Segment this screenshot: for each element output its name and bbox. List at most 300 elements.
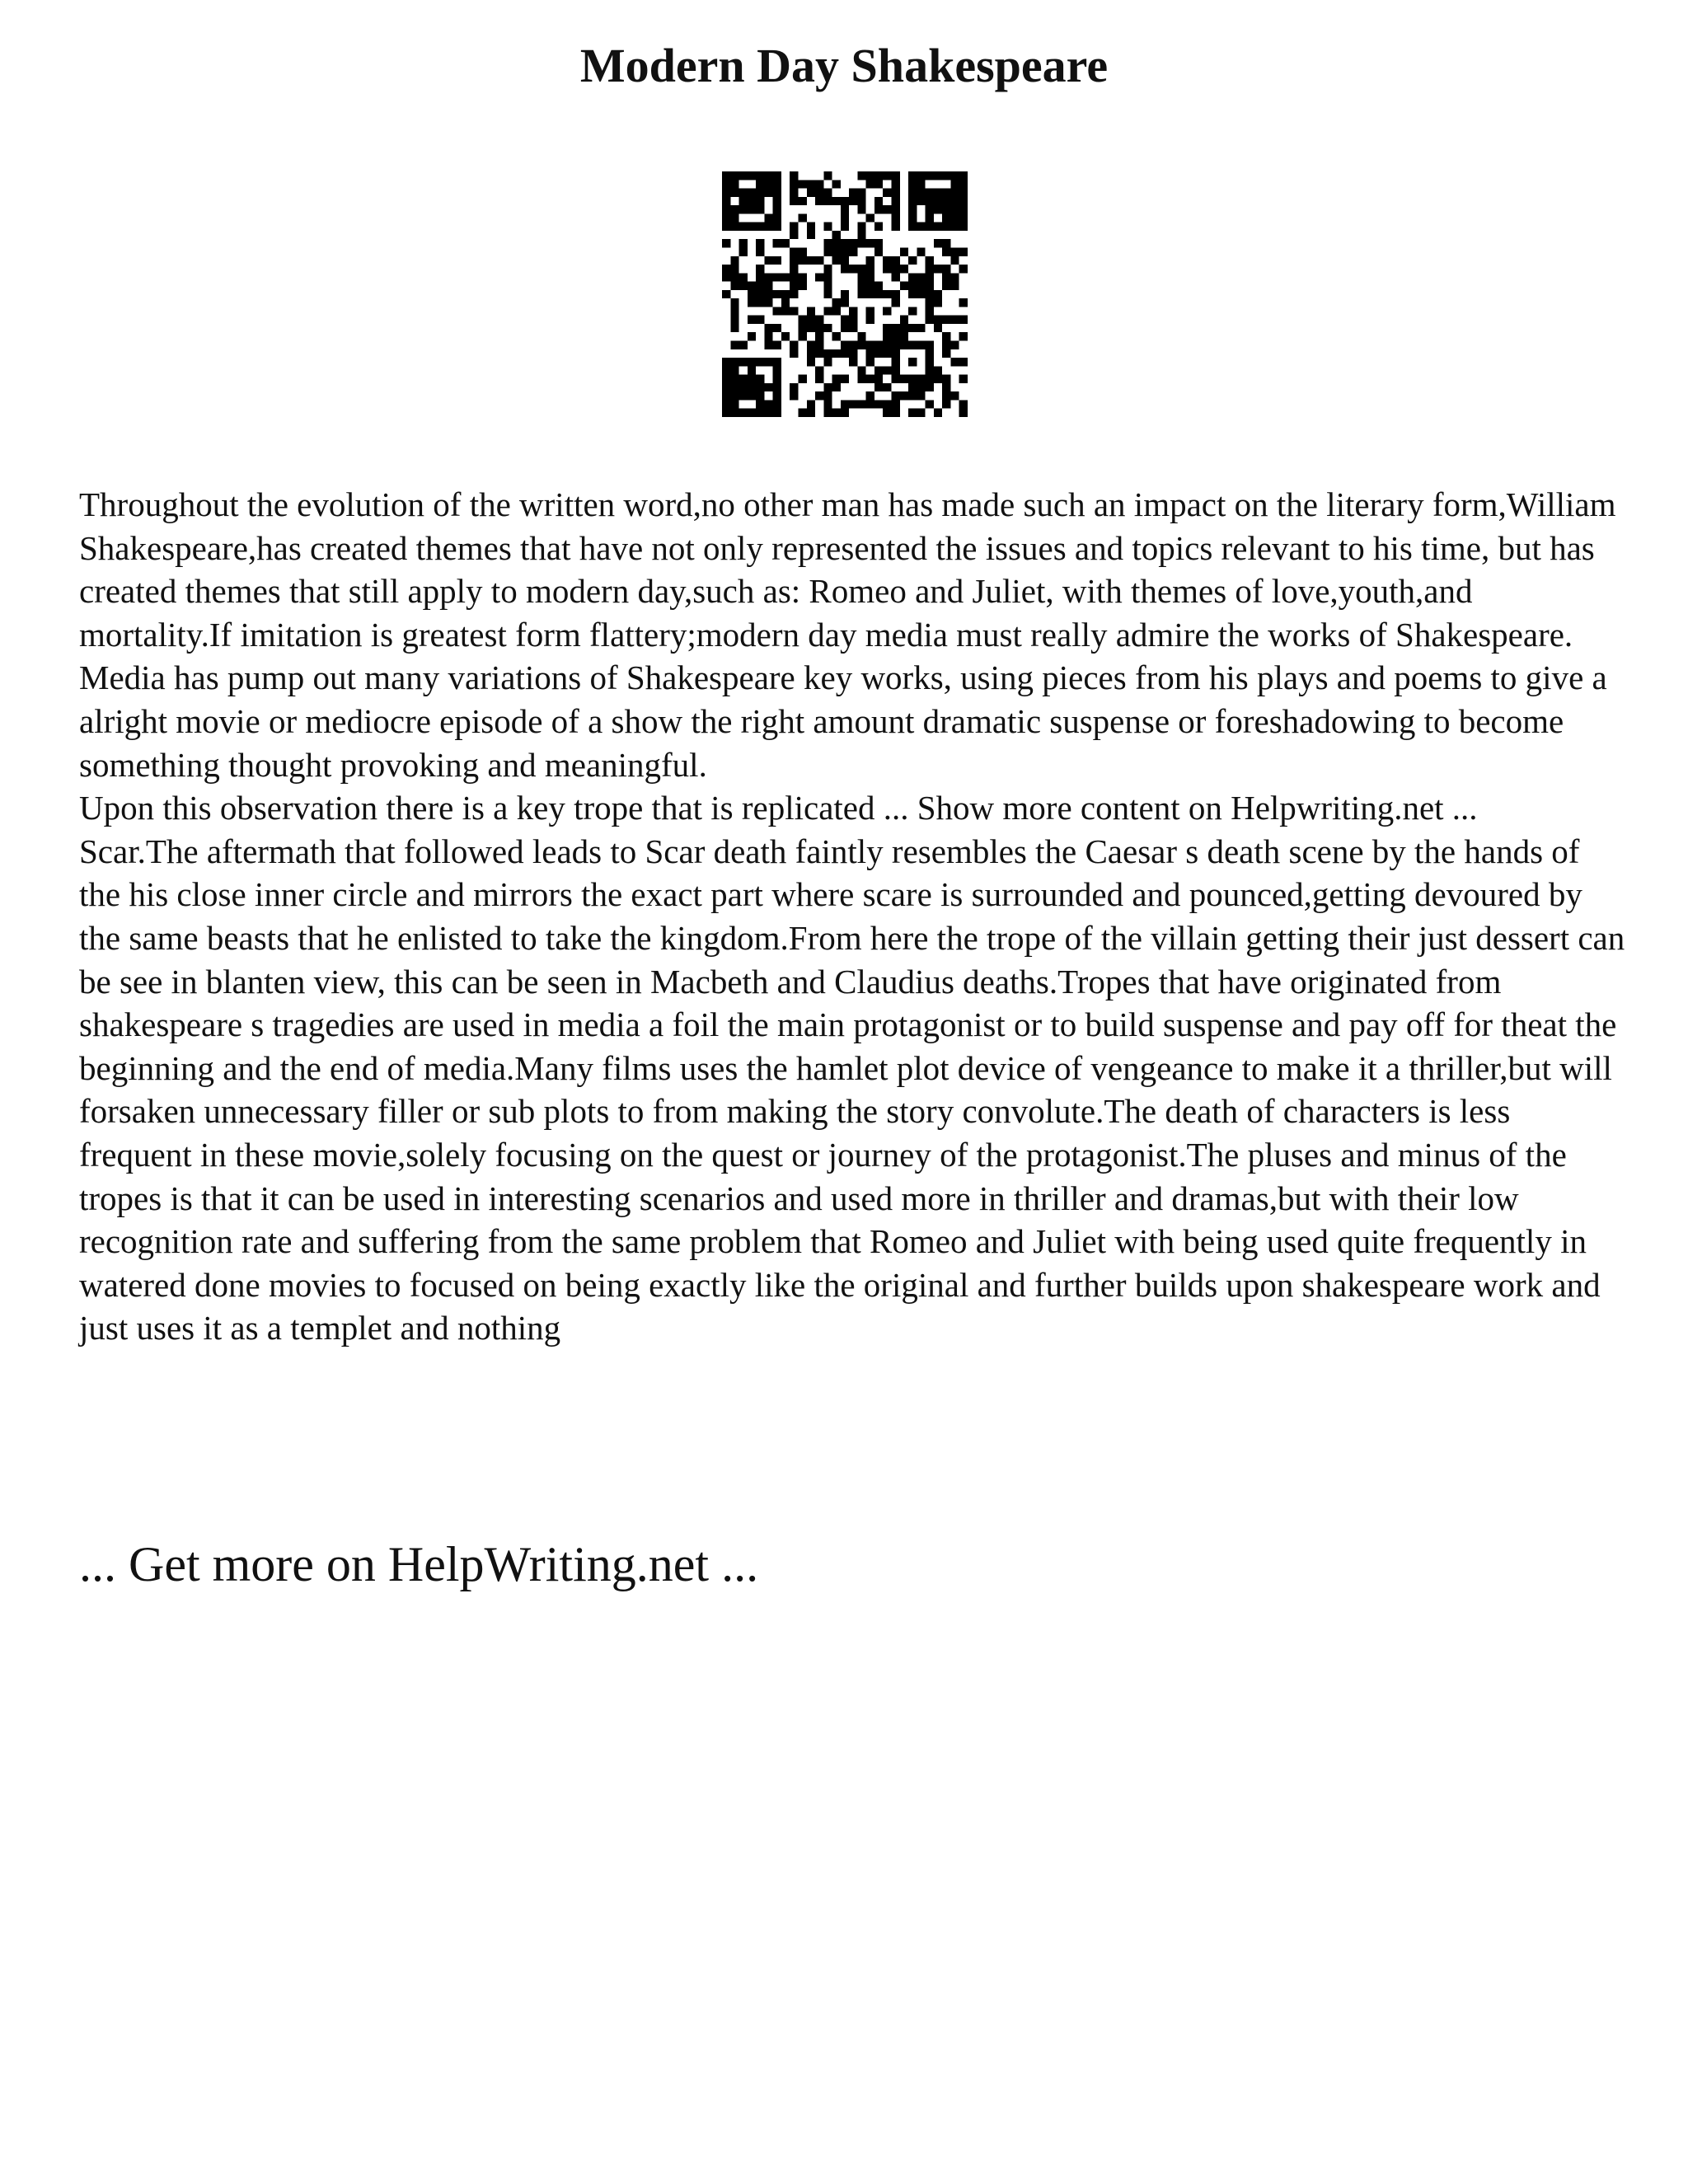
qr-module [908,282,917,290]
qr-module [764,189,772,197]
paragraph-main: Scar.The aftermath that followed leads to Scar death faintly resembles the Caesar s death scene by the hands of the his close inner circle and mirrors the exact part where scare is surrounded and pounced,getting devoured by the same beasts that he enlisted to take the kingdom.From here the trope of the villain getting their just dessert can be see in blanten view, this can be seen in Macbeth and Claudius deaths.Tropes that have originated from shakespeare s tragedies are used in media a foil the main protagonist or to build suspense and pay off for theat the beginning and the end of media.Many films uses the hamlet plot device of vengeance to make it a thriller,but will forsaken unnecessary filler or sub plots to from making the story convolute.The death of characters is less frequent in these movie,solely focusing on the quest or journey of the protagonist.The pluses and minus of the tropes is that it can be used in interesting scenarios and used more in thriller and dramas,but with their low recognition rate and suffering from the same problem that Romeo and Juliet with being used quite frequently in watered done movies to focused on being exactly like the original and further builds upon shakespeare work and just uses it as a templet and nothing [79,832,1625,1347]
qr-module [790,349,798,358]
qr-module [815,180,823,188]
qr-module [722,391,730,400]
qr-module [841,324,849,332]
qr-module [950,391,959,400]
qr-module [748,205,756,213]
qr-module [908,256,917,265]
qr-module [730,213,738,222]
qr-module [857,400,865,408]
qr-module [950,223,959,231]
qr-module [866,307,874,315]
qr-module [866,391,874,400]
qr-module [756,265,764,273]
qr-module [883,205,891,213]
qr-module [739,341,748,349]
qr-module [773,189,781,197]
qr-module [823,282,832,290]
qr-module [892,273,900,281]
qr-module [926,400,934,408]
qr-module [892,223,900,231]
qr-module [934,375,942,383]
qr-module [807,349,815,358]
qr-module [790,197,798,205]
qr-module [807,324,815,332]
qr-module [849,400,857,408]
qr-module [934,197,942,205]
qr-module [773,341,781,349]
qr-module [764,180,772,188]
qr-module [841,223,849,231]
qr-module [790,223,798,231]
qr-module [917,391,925,400]
qr-module [823,247,832,255]
qr-module [908,197,917,205]
qr-module [815,273,823,281]
qr-module [730,375,738,383]
qr-module [841,197,849,205]
qr-module [798,247,806,255]
qr-module [849,197,857,205]
qr-module [917,409,925,417]
qr-module [756,282,764,290]
qr-module [942,332,950,340]
qr-module [908,171,917,180]
qr-module [730,400,738,408]
qr-module [790,273,798,281]
qr-module [730,316,738,324]
qr-module [883,349,891,358]
qr-module [934,239,942,247]
qr-module [892,265,900,273]
qr-module [756,316,764,324]
qr-module [942,349,950,358]
qr-module [841,341,849,349]
qr-module [950,358,959,366]
qr-module [892,341,900,349]
qr-module [815,316,823,324]
qr-module [892,205,900,213]
qr-module [798,197,806,205]
qr-module [900,282,908,290]
get-more-link[interactable]: ... Get more on HelpWriting.net ... [79,1537,759,1591]
qr-module [926,273,934,281]
qr-module [849,316,857,324]
qr-module [722,223,730,231]
qr-module [739,239,748,247]
qr-module [823,239,832,247]
qr-module [866,375,874,383]
qr-module [790,265,798,273]
qr-module [841,400,849,408]
qr-module [857,171,865,180]
qr-module [874,341,883,349]
qr-module [866,256,874,265]
qr-module [874,375,883,383]
qr-module [942,375,950,383]
qr-module [934,316,942,324]
qr-module [773,223,781,231]
qr-module [823,349,832,358]
qr-module [790,171,798,180]
qr-module [764,273,772,281]
qr-module [917,223,925,231]
qr-module [790,290,798,298]
qr-module [926,383,934,391]
qr-module [807,256,815,265]
qr-module [832,375,841,383]
qr-module [959,189,968,197]
qr-module [756,189,764,197]
qr-module [739,189,748,197]
qr-module [790,256,798,265]
qr-module [959,223,968,231]
qr-module [730,383,738,391]
document-body [79,483,1629,1350]
qr-module [883,290,891,298]
qr-module [917,383,925,391]
qr-module [874,349,883,358]
qr-module [815,366,823,374]
qr-module [866,290,874,298]
qr-module [917,290,925,298]
qr-module [756,239,764,247]
qr-module [798,324,806,332]
qr-module [807,189,815,197]
qr-module [883,366,891,374]
qr-module [874,290,883,298]
qr-module [942,223,950,231]
qr-module [773,391,781,400]
qr-module [773,409,781,417]
qr-module [841,349,849,358]
qr-module [756,273,764,281]
qr-module [841,256,849,265]
qr-module [773,375,781,383]
qr-module [756,298,764,307]
qr-module [756,375,764,383]
qr-module [764,213,772,222]
qr-module [748,383,756,391]
qr-module [781,273,790,281]
qr-module [781,298,790,307]
qr-module [874,366,883,374]
qr-module [892,256,900,265]
qr-module [917,273,925,281]
qr-module [883,341,891,349]
qr-module [764,282,772,290]
qr-module [798,316,806,324]
qr-module [832,383,841,391]
qr-module [866,180,874,188]
qr-module [764,256,772,265]
qr-module [926,358,934,366]
qr-module [892,332,900,340]
qr-module [959,316,968,324]
qr-module [874,383,883,391]
qr-module [883,256,891,265]
qr-module [798,332,806,340]
qr-module [773,290,781,298]
qr-module [722,375,730,383]
qr-module [773,197,781,205]
qr-module [790,307,798,315]
qr-module [900,391,908,400]
qr-module [823,409,832,417]
qr-module [874,180,883,188]
qr-module [756,358,764,366]
qr-module [773,171,781,180]
qr-module [942,205,950,213]
qr-module [832,239,841,247]
qr-module [739,282,748,290]
qr-module [959,400,968,408]
qr-module [892,213,900,222]
qr-module [900,341,908,349]
qr-module [832,197,841,205]
qr-module [739,247,748,255]
qr-module [942,197,950,205]
qr-module [900,316,908,324]
qr-module [841,290,849,298]
qr-module [926,213,934,222]
qr-module [900,375,908,383]
qr-module [739,273,748,281]
qr-module [917,375,925,383]
qr-module [730,298,738,307]
qr-module [883,332,891,340]
qr-module [917,180,925,188]
qr-module [832,307,841,315]
qr-module [841,205,849,213]
qr-module [959,171,968,180]
qr-module [892,290,900,298]
qr-module [823,171,832,180]
qr-module [883,383,891,391]
qr-module [934,366,942,374]
qr-module [730,205,738,213]
qr-module [926,298,934,307]
qr-module [739,375,748,383]
qr-module [748,366,756,374]
qr-module [874,282,883,290]
qr-module [807,409,815,417]
qr-module [866,239,874,247]
qr-module [764,223,772,231]
qr-module [722,383,730,391]
qr-module [942,282,950,290]
qr-module [959,197,968,205]
qr-module [807,400,815,408]
qr-module [908,409,917,417]
qr-module [857,205,865,213]
qr-module [807,316,815,324]
qr-module [748,332,756,340]
qr-module [790,341,798,349]
qr-module [748,223,756,231]
qr-module [942,247,950,255]
qr-module [917,247,925,255]
qr-module [874,205,883,213]
qr-module [730,265,738,273]
qr-module [807,223,815,231]
qr-module [730,358,738,366]
qr-module [823,358,832,366]
qr-module [900,247,908,255]
qr-module [857,273,865,281]
qr-module [748,290,756,298]
qr-module [866,265,874,273]
qr-module [942,316,950,324]
qr-module [934,171,942,180]
qr-module [790,383,798,391]
qr-module [764,298,772,307]
qr-module [942,273,950,281]
qr-module [722,409,730,417]
qr-module [900,265,908,273]
qr-module [950,189,959,197]
qr-module [959,409,968,417]
qr-module [959,332,968,340]
qr-module [934,223,942,231]
qr-module [781,307,790,315]
qr-module [815,341,823,349]
qr-module [764,400,772,408]
qr-module [781,332,790,340]
qr-module [764,358,772,366]
qr-module [832,180,841,188]
qr-module [926,307,934,315]
qr-module [764,324,772,332]
qr-module [832,409,841,417]
qr-module [926,290,934,298]
qr-module [892,324,900,332]
qr-module [730,273,738,281]
qr-module [722,197,730,205]
qr-module [926,366,934,374]
qr-module [866,171,874,180]
qr-module [841,265,849,273]
qr-module [959,375,968,383]
qr-module [942,383,950,391]
qr-module [883,400,891,408]
qr-module [857,197,865,205]
qr-module [748,197,756,205]
qr-module [773,213,781,222]
qr-module [841,409,849,417]
qr-module [892,171,900,180]
qr-module [773,256,781,265]
qr-module [950,256,959,265]
qr-module [807,341,815,349]
qr-module [883,265,891,273]
qr-module [908,223,917,231]
qr-module [823,197,832,205]
qr-module [739,358,748,366]
qr-module [892,375,900,383]
qr-module [908,290,917,298]
qr-module [908,324,917,332]
qr-module [926,349,934,358]
qr-module [823,265,832,273]
qr-module [866,358,874,366]
qr-module [857,366,865,374]
qr-module [764,171,772,180]
qr-module [917,282,925,290]
qr-module [730,282,738,290]
qr-module [959,213,968,222]
qr-module [908,375,917,383]
qr-module [950,282,959,290]
qr-module [807,180,815,188]
qr-module [908,358,917,366]
qr-module [942,400,950,408]
qr-module [739,197,748,205]
qr-module [807,307,815,315]
qr-module [790,247,798,255]
qr-module [900,332,908,340]
qr-module [959,205,968,213]
qr-module [832,298,841,307]
qr-module [857,290,865,298]
qr-module [926,316,934,324]
qr-module [815,332,823,340]
qr-module [773,180,781,188]
qr-code-icon [722,171,968,417]
qr-module [722,189,730,197]
qr-module [764,290,772,298]
qr-module [849,324,857,332]
qr-module [764,341,772,349]
qr-module [926,341,934,349]
qr-module [926,197,934,205]
qr-module [730,307,738,315]
qr-module [857,265,865,273]
qr-module [832,247,841,255]
qr-module [748,375,756,383]
qr-module [722,171,730,180]
qr-module [739,409,748,417]
qr-module [841,298,849,307]
qr-module [832,231,841,239]
qr-module [959,298,968,307]
qr-module [748,316,756,324]
qr-module [959,247,968,255]
qr-module [849,247,857,255]
qr-module [756,383,764,391]
qr-module [892,366,900,374]
qr-module [722,366,730,374]
qr-module [926,265,934,273]
qr-module [739,383,748,391]
qr-module [722,400,730,408]
qr-module [926,256,934,265]
qr-module [959,180,968,188]
page-title: Modern Day Shakespeare [579,39,1109,92]
qr-module [926,282,934,290]
qr-module [908,213,917,222]
qr-module [950,213,959,222]
qr-module [756,223,764,231]
qr-module [773,383,781,391]
qr-module [892,400,900,408]
qr-module [756,180,764,188]
qr-module [756,409,764,417]
qr-module [892,180,900,188]
qr-module [917,189,925,197]
qr-module [892,298,900,307]
